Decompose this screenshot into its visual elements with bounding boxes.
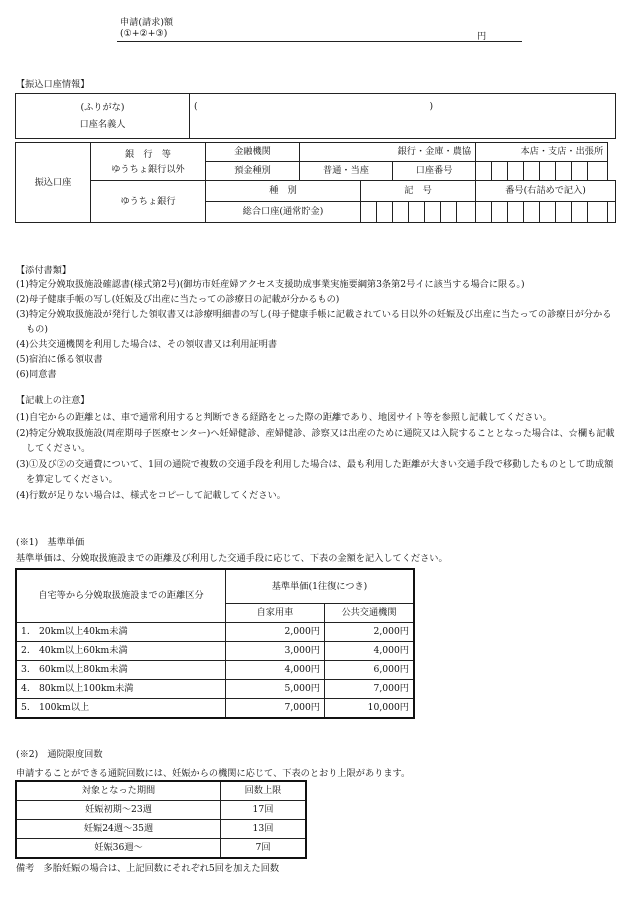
period-cell: 妊娠36週～ (16, 839, 221, 859)
deposit-values[interactable]: 普通・当座 (300, 162, 393, 181)
number-digit[interactable] (476, 202, 492, 223)
institution-label: 金融機関 (206, 143, 300, 162)
number-digit[interactable] (492, 202, 508, 223)
bank-label-2: ゆうちょ銀行以外 (111, 163, 185, 175)
furikomi-label: 振込口座 (16, 143, 91, 223)
acct-digit[interactable] (524, 162, 540, 181)
period-col-header: 対象となった期間 (16, 781, 221, 801)
symbol-label: 記 号 (361, 181, 476, 202)
period-cell: 妊娠24週～35週 (16, 820, 221, 839)
bank-account-table (15, 142, 616, 223)
unit-price-description: 基準単価は、分娩取扱施設までの距離及び利用した交通手段に応じて、下表の金額を記入してください。 (16, 553, 448, 564)
car-price-cell: 5,000円 (226, 680, 325, 699)
limit-cell: 7回 (221, 839, 307, 859)
limit-cell: 17回 (221, 801, 307, 820)
public-price-cell: 7,000円 (325, 680, 415, 699)
limit-col-header: 回数上限 (221, 781, 307, 801)
car-price-cell: 4,000円 (226, 661, 325, 680)
symbol-digit[interactable] (425, 202, 441, 223)
table-row (16, 820, 306, 839)
deposit-type-label: 預金種別 (206, 162, 300, 181)
distance-cell: 4. 80km以上100km未満 (16, 680, 226, 699)
table-row (16, 623, 414, 642)
paren-close: ) (429, 101, 434, 112)
note-item: (1)自宅からの距離とは、車で通常利用すると判断できる経路をとった際の距離であり、地図サイト等を参照し記載してください。 (16, 412, 552, 423)
public-price-cell: 6,000円 (325, 661, 415, 680)
public-col-header: 公共交通機関 (325, 603, 415, 622)
acct-digit[interactable] (588, 162, 608, 181)
bank-label-1: 銀 行 等 (125, 148, 171, 160)
number-note: 番号(右詰めで記入) (476, 181, 616, 202)
number-digit[interactable] (572, 202, 588, 223)
car-price-cell: 7,000円 (226, 699, 325, 719)
limit-cell: 13回 (221, 820, 307, 839)
kind-label: 種 別 (206, 181, 361, 202)
note-item: (4)行数が足りない場合は、様式をコピーして記載してください。 (16, 489, 286, 501)
car-price-cell: 2,000円 (226, 623, 325, 642)
public-price-cell: 4,000円 (325, 642, 415, 661)
attachment-item: (4)公共交通機関を利用した場合は、その領収書又は利用証明書 (16, 339, 278, 350)
bank-types[interactable]: 銀行・金庫・農協 (300, 143, 476, 162)
car-price-cell: 3,000円 (226, 642, 325, 661)
visit-limit-heading: (※2) 通院限度回数 (16, 749, 103, 760)
attachments-title: 【添付書類】 (16, 265, 72, 276)
acct-digit[interactable] (492, 162, 508, 181)
note-item: (3)①及び②の交通費について、1回の通院で複数の交通手段を利用した場合は、最も利用した距離が大きい交通手段で移動したものとして助成額を算定してください。 (16, 458, 614, 485)
visit-limit-description: 申請することができる通院回数には、妊娠からの機関に応じて、下表のとおり上限があります。 (16, 768, 411, 779)
number-digit[interactable] (540, 202, 556, 223)
car-col-header: 自家用車 (226, 603, 325, 622)
account-holder-table (15, 93, 616, 139)
visit-limit-table (15, 780, 307, 859)
period-cell: 妊娠初期～23週 (16, 801, 221, 820)
yucho-label: ゆうちょ銀行 (91, 181, 206, 223)
general-account: 総合口座(通常貯金) (206, 202, 361, 223)
visit-limit-remark: 備考 多胎妊娠の場合は、上記回数にそれぞれ5回を加えた回数 (16, 863, 280, 874)
number-digit[interactable] (524, 202, 540, 223)
table-row (16, 661, 414, 680)
acct-digit[interactable] (476, 162, 492, 181)
price-col-header: 基準単価(1往復につき) (226, 569, 415, 603)
acct-digit[interactable] (540, 162, 556, 181)
symbol-digit[interactable] (361, 202, 377, 223)
attachment-item: (6)同意書 (16, 369, 57, 380)
distance-cell: 1. 20km以上40km未満 (16, 623, 226, 642)
public-price-cell: 2,000円 (325, 623, 415, 642)
furigana-label: (ふりがな) (80, 102, 125, 113)
table-row (16, 699, 414, 719)
attachment-item: (3)特定分娩取扱施設が発行した領収書又は診療明細書の写し(母子健康手帳に記載されている日以外の妊娠及び出産に当たっての診療日が分かるもの) (16, 309, 612, 335)
acct-digit[interactable] (572, 162, 588, 181)
acct-digit[interactable] (556, 162, 572, 181)
symbol-digit[interactable] (393, 202, 409, 223)
yen-unit: 円 (477, 31, 487, 42)
account-number-label: 口座番号 (393, 162, 476, 181)
amount-label: 申請(請求)額 (120, 17, 174, 28)
attachment-item: (1)特定分娩取扱施設確認書(様式第2号)(御坊市妊産婦アクセス支援助成事業実施要綱第3条第2号イに該当する場合に限る。) (16, 279, 525, 290)
unit-price-table (15, 568, 415, 719)
amount-underline (117, 41, 522, 42)
symbol-digit[interactable] (409, 202, 425, 223)
attachments-list (16, 277, 616, 382)
table-row (16, 801, 306, 820)
account-holder-label: 口座名義人 (79, 119, 126, 130)
bank-section-title: 【振込口座情報】 (16, 79, 90, 90)
table-row (16, 680, 414, 699)
distance-cell: 5. 100km以上 (16, 699, 226, 719)
unit-price-heading: (※1) 基準単価 (16, 537, 85, 548)
amount-input[interactable] (190, 20, 470, 38)
notes-list (16, 410, 616, 503)
number-digit[interactable] (556, 202, 572, 223)
number-digit[interactable] (608, 202, 616, 223)
distance-cell: 3. 60km以上80km未満 (16, 661, 226, 680)
amount-formula: (①+②+③) (120, 28, 168, 39)
number-digit[interactable] (588, 202, 608, 223)
distance-cell: 2. 40km以上60km未満 (16, 642, 226, 661)
number-digit[interactable] (508, 202, 524, 223)
symbol-digit[interactable] (377, 202, 393, 223)
account-holder-input[interactable] (190, 94, 616, 139)
paren-open: ( (194, 101, 198, 112)
branch-types[interactable]: 本店・支店・出張所 (476, 143, 608, 162)
note-item: (2)特定分娩取扱施設(周産期母子医療センター)へ妊婦健診、産婦健診、診察又は出産のために通院又は入院することとなった場合は、☆欄も記載してください。 (16, 427, 615, 454)
acct-digit[interactable] (508, 162, 524, 181)
table-row (16, 839, 306, 859)
public-price-cell: 10,000円 (325, 699, 415, 719)
attachment-item: (2)母子健康手帳の写し(妊娠及び出産に当たっての診療日の記載が分かるもの) (16, 294, 340, 305)
distance-col-header: 自宅等から分娩取扱施設までの距離区分 (16, 569, 226, 623)
attachment-item: (5)宿泊に係る領収書 (16, 354, 103, 365)
symbol-digit[interactable] (441, 202, 457, 223)
symbol-digit[interactable] (457, 202, 476, 223)
notes-title: 【記載上の注意】 (16, 395, 90, 406)
table-row (16, 642, 414, 661)
